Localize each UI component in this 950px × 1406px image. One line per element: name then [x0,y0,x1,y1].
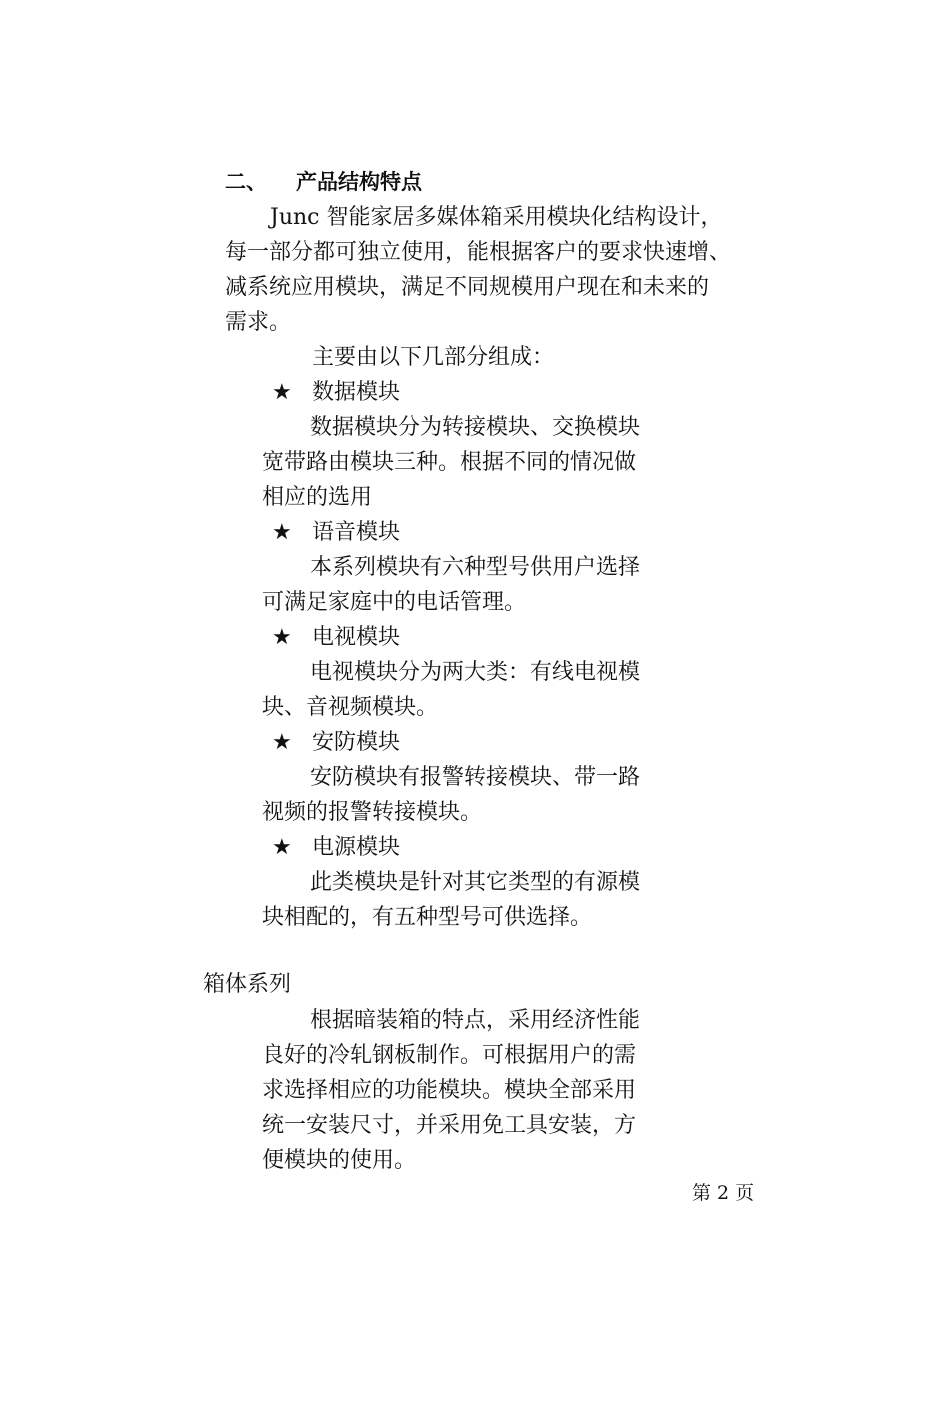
intro-line: Junc 智能家居多媒体箱采用模块化结构设计， [270,205,723,230]
box-series-line: 根据暗装箱的特点，采用经济性能 [310,1008,641,1033]
module-text-line: 可满足家庭中的电话管理。 [262,590,527,615]
module-text-line: 视频的报警转接模块。 [262,800,483,825]
module-title: 数据模块 [312,380,401,405]
intro-line: 减系统应用模块，满足不同规模用户现在和未来的 [225,275,710,300]
box-series-line: 便模块的使用。 [262,1148,417,1173]
module-text-line: 相应的选用 [262,485,373,510]
star-bullet-icon: ★ [272,835,292,860]
module-title: 语音模块 [312,520,401,545]
intro-line: 每一部分都可独立使用，能根据客户的要求快速增、 [225,240,732,265]
module-text-line: 电视模块分为两大类：有线电视模 [310,660,641,685]
star-bullet-icon: ★ [272,520,292,545]
star-bullet-icon: ★ [272,730,292,755]
module-text-line: 本系列模块有六种型号供用户选择 [310,555,641,580]
composition-line: 主要由以下几部分组成： [312,345,555,370]
section-number: 二、 [225,170,267,194]
module-text-line: 宽带路由模块三种。根据不同的情况做 [262,450,637,475]
module-title: 电源模块 [312,835,401,860]
module-text-line: 此类模块是针对其它类型的有源模 [310,870,641,895]
page-number: 第 2 页 [692,1182,755,1204]
star-bullet-icon: ★ [272,380,292,405]
module-text-line: 数据模块分为转接模块、交换模块 [310,415,641,440]
box-series-line: 良好的冷轧钢板制作。可根据用户的需 [262,1043,637,1068]
module-title: 电视模块 [312,625,401,650]
star-bullet-icon: ★ [272,625,292,650]
module-text-line: 安防模块有报警转接模块、带一路 [310,765,641,790]
module-text-line: 块相配的，有五种型号可供选择。 [262,905,593,930]
box-series-line: 求选择相应的功能模块。模块全部采用 [262,1078,637,1103]
section-title: 产品结构特点 [296,170,422,194]
module-title: 安防模块 [312,730,401,755]
box-series-title: 箱体系列 [203,972,292,997]
intro-line: 需求。 [225,310,292,335]
box-series-line: 统一安装尺寸，并采用免工具安装，方 [262,1113,637,1138]
module-text-line: 块、音视频模块。 [262,695,439,720]
